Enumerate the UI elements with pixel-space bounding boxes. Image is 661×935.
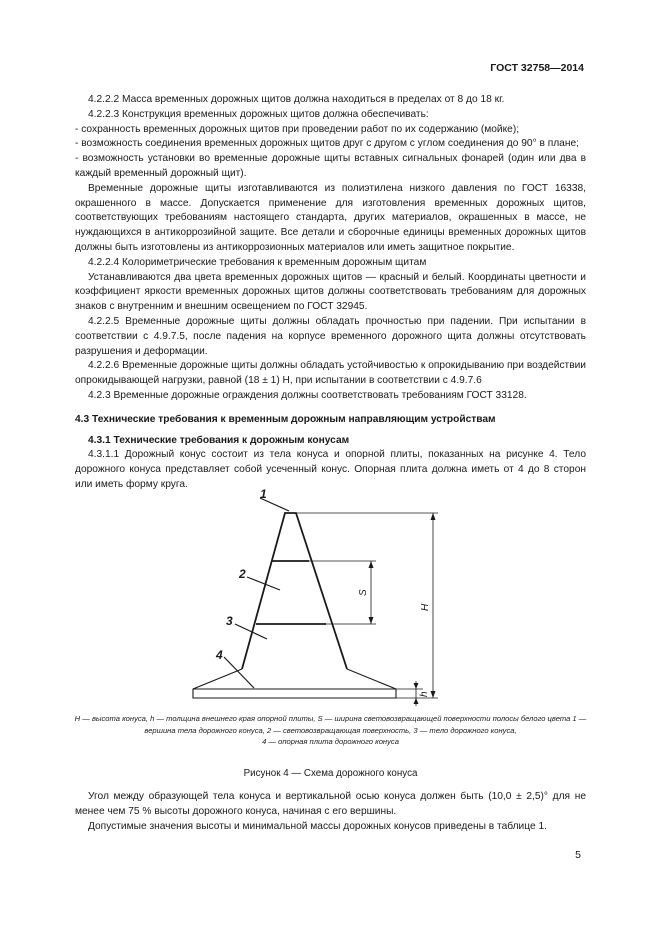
paragraph-materials: Временные дорожные щиты изготавливаются из полиэтилена низкого давления по ГОСТ 16338, окрашенного в массе. Допускается применение для изготовления временных дорожных щитов, соответствующих требованиям настоящего стандарта, других материалов, окрашенных в массе, не нуждающихся в антикоррозийной защите. Все детали и сборочные единицы временных дорожных щитов должны быть изготовлены из антикоррозионных материалов или иметь защитное покрытие.	[75, 182, 586, 253]
list-item-lamps: - возможность установки во временные дорожные щиты вставных сигнальных фонарей (один или два в каждый временный дорожный щит).	[75, 153, 586, 179]
list-item-preservation: - сохранность временных дорожных щитов при проведении работ по их содержанию (мойке);	[75, 123, 520, 135]
label-stripe-width: S	[358, 589, 369, 596]
h-arrow-bottom	[431, 691, 436, 698]
plate-arrow-top	[414, 683, 419, 689]
paragraph-colorimetric-title: 4.2.2.4 Колориметрические требования к временным дорожным щитам	[88, 256, 427, 268]
h-arrow-top	[431, 513, 436, 520]
paragraph-colors: Устанавливаются два цвета временных дорожных щитов — красный и белый. Координаты цветности и коэффициент яркости временных дорожных щитов должны соответствовать требованиям для дорожных знаков с внутренним и внешним освещением по ГОСТ 32945.	[75, 271, 586, 313]
paragraph-cone-description: 4.3.1.1 Дорожный конус состоит из тела конуса и опорной плиты, показанных на рисунке 4. Тело дорожного конуса представляет собой усеченный конус. Опорная плита должна иметь от 4 до 8 сторон или иметь форму круга.	[75, 449, 586, 490]
paragraph-mass: 4.2.2.2 Масса временных дорожных щитов должна находиться в пределах от 8 до 18 кг.	[88, 94, 505, 105]
legend-line-1: Н — высота конуса, h — толщина внешнего края опорной плиты, S — ширина световозвращающей поверхности полосы белого цвета 1 — вершина тела дорожного конуса, 2 — световозвращающая поверхность, 3 — тело дорожного конуса,	[74, 714, 587, 735]
base-plate-outline	[193, 669, 396, 698]
plate-arrow-bottom	[414, 698, 419, 704]
paragraph-tip-stability: 4.2.2.6 Временные дорожные щиты должны обладать устойчивостью к опрокидыванию при воздействии опрокидывающей нагрузки, равной (18 ± 1) Н, при испытании в соответствии с 4.9.7.6	[75, 360, 586, 387]
label-3: 3	[226, 614, 233, 628]
figure-legend	[68, 713, 593, 748]
paragraph-drop-strength: 4.2.2.5 Временные дорожные щиты должны обладать прочностью при падении. При испытании в соответствии с 4.9.7.5, после падения на корпусе временного дорожного щита должны отсутствовать разрушения и деформации.	[75, 315, 586, 357]
label-1: 1	[260, 487, 267, 501]
subsection-heading: 4.3.1 Технические требования к дорожным конусам	[88, 434, 350, 446]
s-arrow-top	[369, 561, 374, 568]
label-height: H	[420, 603, 431, 611]
figure-caption: Рисунок 4 — Схема дорожного конуса	[243, 768, 418, 779]
after-figure-text	[75, 790, 586, 834]
label-4: 4	[216, 648, 223, 662]
paragraph-cone-angle: Угол между образующей тела конуса и вертикальной осью конуса должен быть (10,0 ± 2,5)° для не менее чем 75 % высоты дорожного конуса, начиная с его вершины.	[75, 791, 586, 817]
section-heading: 4.3 Технические требования к временным дорожным направляющим устройствам	[75, 413, 496, 425]
paragraph-table-reference: Допустимые значения высоты и минимальной массы дорожных конусов приведены в таблице 1.	[88, 820, 547, 832]
cone-diagram	[190, 487, 440, 707]
s-arrow-bottom	[369, 617, 374, 624]
paragraph-barriers: 4.2.3 Временные дорожные ограждения должны соответствовать требованиям ГОСТ 33128.	[88, 389, 527, 401]
leader-4	[224, 657, 254, 688]
document-standard-header: ГОСТ 32758—2014	[490, 62, 584, 74]
list-item-connection: - возможность соединения временных дорожных щитов друг с другом с углом соединения до 90° в плане;	[75, 138, 579, 150]
label-plate-thickness: h	[419, 691, 430, 697]
legend-line-2: 4 — опорная плита дорожного конуса	[262, 737, 399, 746]
paragraph-construction: 4.2.2.3 Конструкция временных дорожных щитов должна обеспечивать:	[88, 108, 429, 120]
cone-body-outline	[242, 513, 347, 669]
page-number: 5	[575, 849, 581, 861]
label-2: 2	[239, 567, 246, 581]
body-text	[75, 93, 586, 493]
